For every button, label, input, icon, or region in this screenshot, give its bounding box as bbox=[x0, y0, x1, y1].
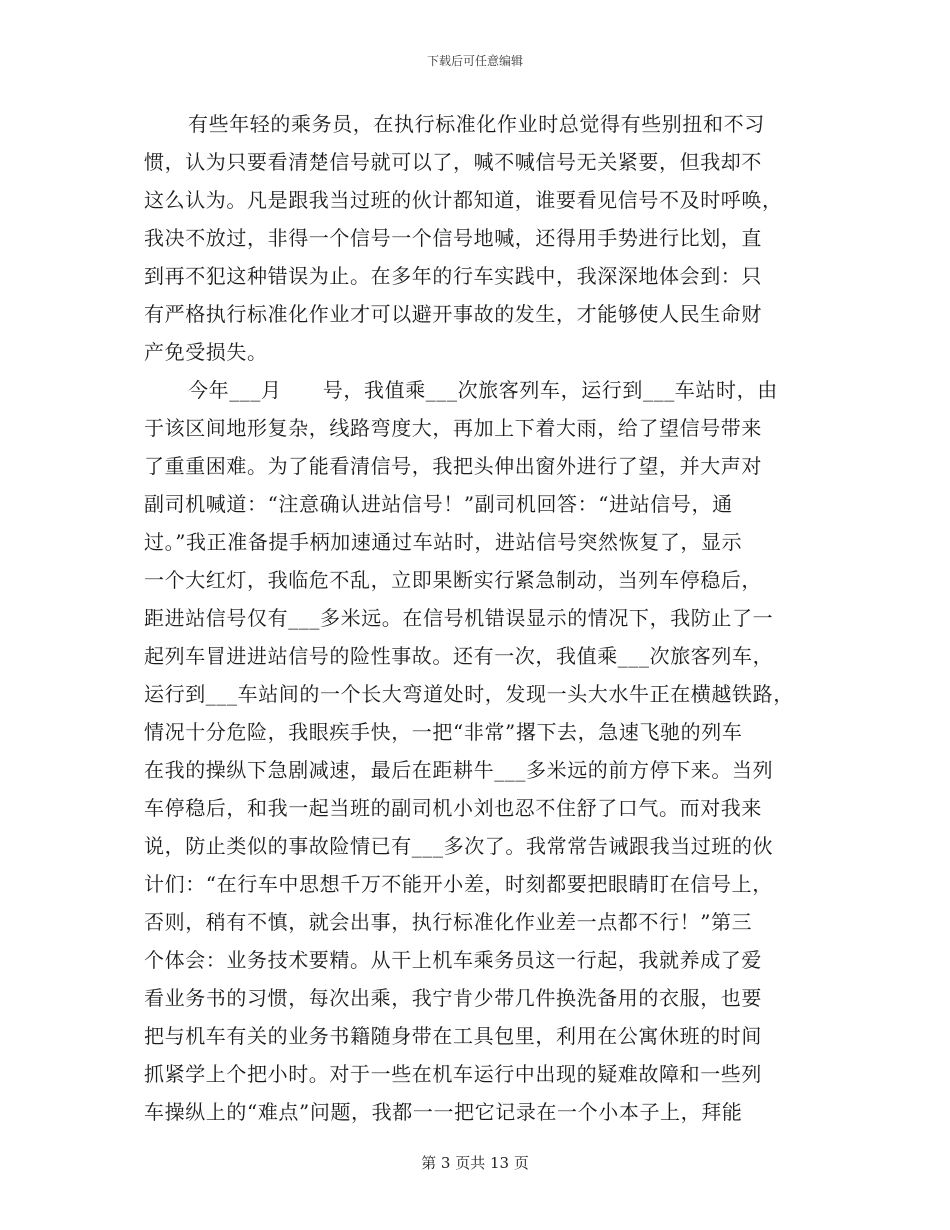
text-line: 否则，稍有不慎，就会出事，执行标准化作业差一点都不行！”第三 bbox=[144, 910, 753, 934]
text-line: 到再不犯这种错误为止。在多年的行车实践中，我深深地体会到：只 bbox=[144, 264, 762, 288]
text-line: 距进站信号仅有___多米远。在信号机错误显示的情况下，我防止了一 bbox=[144, 606, 774, 630]
text-line: 今年___月 号，我值乘___次旅客列车，运行到___车站时，由 bbox=[188, 378, 778, 402]
text-line: 计们：“在行车中思想千万不能开小差，时刻都要把眼睛盯在信号上， bbox=[144, 872, 773, 896]
text-line: 把与机车有关的业务书籍随身带在工具包里，利用在公寓休班的时间 bbox=[144, 1024, 762, 1048]
text-line: 看业务书的习惯，每次出乘，我宁肯少带几件换洗备用的衣服，也要 bbox=[144, 986, 762, 1010]
text-line: 产免受损失。 bbox=[144, 340, 268, 364]
text-line: 抓紧学上个把小时。对于一些在机车运行中出现的疑难故障和一些列 bbox=[144, 1062, 762, 1086]
page-number-footer: 第 3 页共 13 页 bbox=[421, 1154, 529, 1172]
text-line: 过。”我正准备提手柄加速通过车站时，进站信号突然恢复了，显示 bbox=[144, 530, 743, 554]
text-line: 了重重困难。为了能看清信号，我把头伸出窗外进行了望，并大声对 bbox=[144, 454, 762, 478]
text-line: 个体会：业务技术要精。从干上机车乘务员这一行起，我就养成了爱 bbox=[144, 948, 762, 972]
text-line: 车停稳后，和我一起当班的副司机小刘也忍不住舒了口气。而对我来 bbox=[144, 796, 762, 820]
text-line: 惯，认为只要看清楚信号就可以了，喊不喊信号无关紧要，但我却不 bbox=[144, 150, 762, 174]
text-line: 起列车冒进进站信号的险性事故。还有一次，我值乘___次旅客列车， bbox=[144, 644, 774, 668]
text-line: 在我的操纵下急剧减速，最后在距耕牛___多米远的前方停下来。当列 bbox=[144, 758, 774, 782]
text-line: 情况十分危险，我眼疾手快，一把“非常”撂下去，急速飞驰的列车 bbox=[144, 720, 743, 744]
text-line: 有些年轻的乘务员，在执行标准化作业时总觉得有些别扭和不习 bbox=[188, 112, 765, 136]
text-line: 于该区间地形复杂，线路弯度大，再加上下着大雨，给了望信号带来 bbox=[144, 416, 762, 440]
document-body bbox=[144, 105, 810, 1131]
text-line: 运行到___车站间的一个长大弯道处时，发现一头大水牛正在横越铁路， bbox=[144, 682, 794, 706]
text-line: 一个大红灯，我临危不乱，立即果断实行紧急制动，当列车停稳后， bbox=[144, 568, 762, 592]
text-line: 副司机喊道：“注意确认进站信号！”副司机回答：“进站信号，通 bbox=[144, 492, 733, 516]
page-header: 下载后可任意编辑 bbox=[426, 54, 523, 68]
text-line: 说，防止类似的事故险情已有___多次了。我常常告诫跟我当过班的伙 bbox=[144, 834, 774, 858]
text-line: 这么认为。凡是跟我当过班的伙计都知道，谁要看见信号不及时呼唤， bbox=[144, 188, 783, 212]
text-line: 有严格执行标准化作业才可以避开事故的发生，才能够使人民生命财 bbox=[144, 302, 762, 326]
text-line: 我决不放过，非得一个信号一个信号地喊，还得用手势进行比划，直 bbox=[144, 226, 762, 250]
text-line: 车操纵上的“难点”问题，我都一一把它记录在一个小本子上，拜能 bbox=[144, 1100, 743, 1124]
